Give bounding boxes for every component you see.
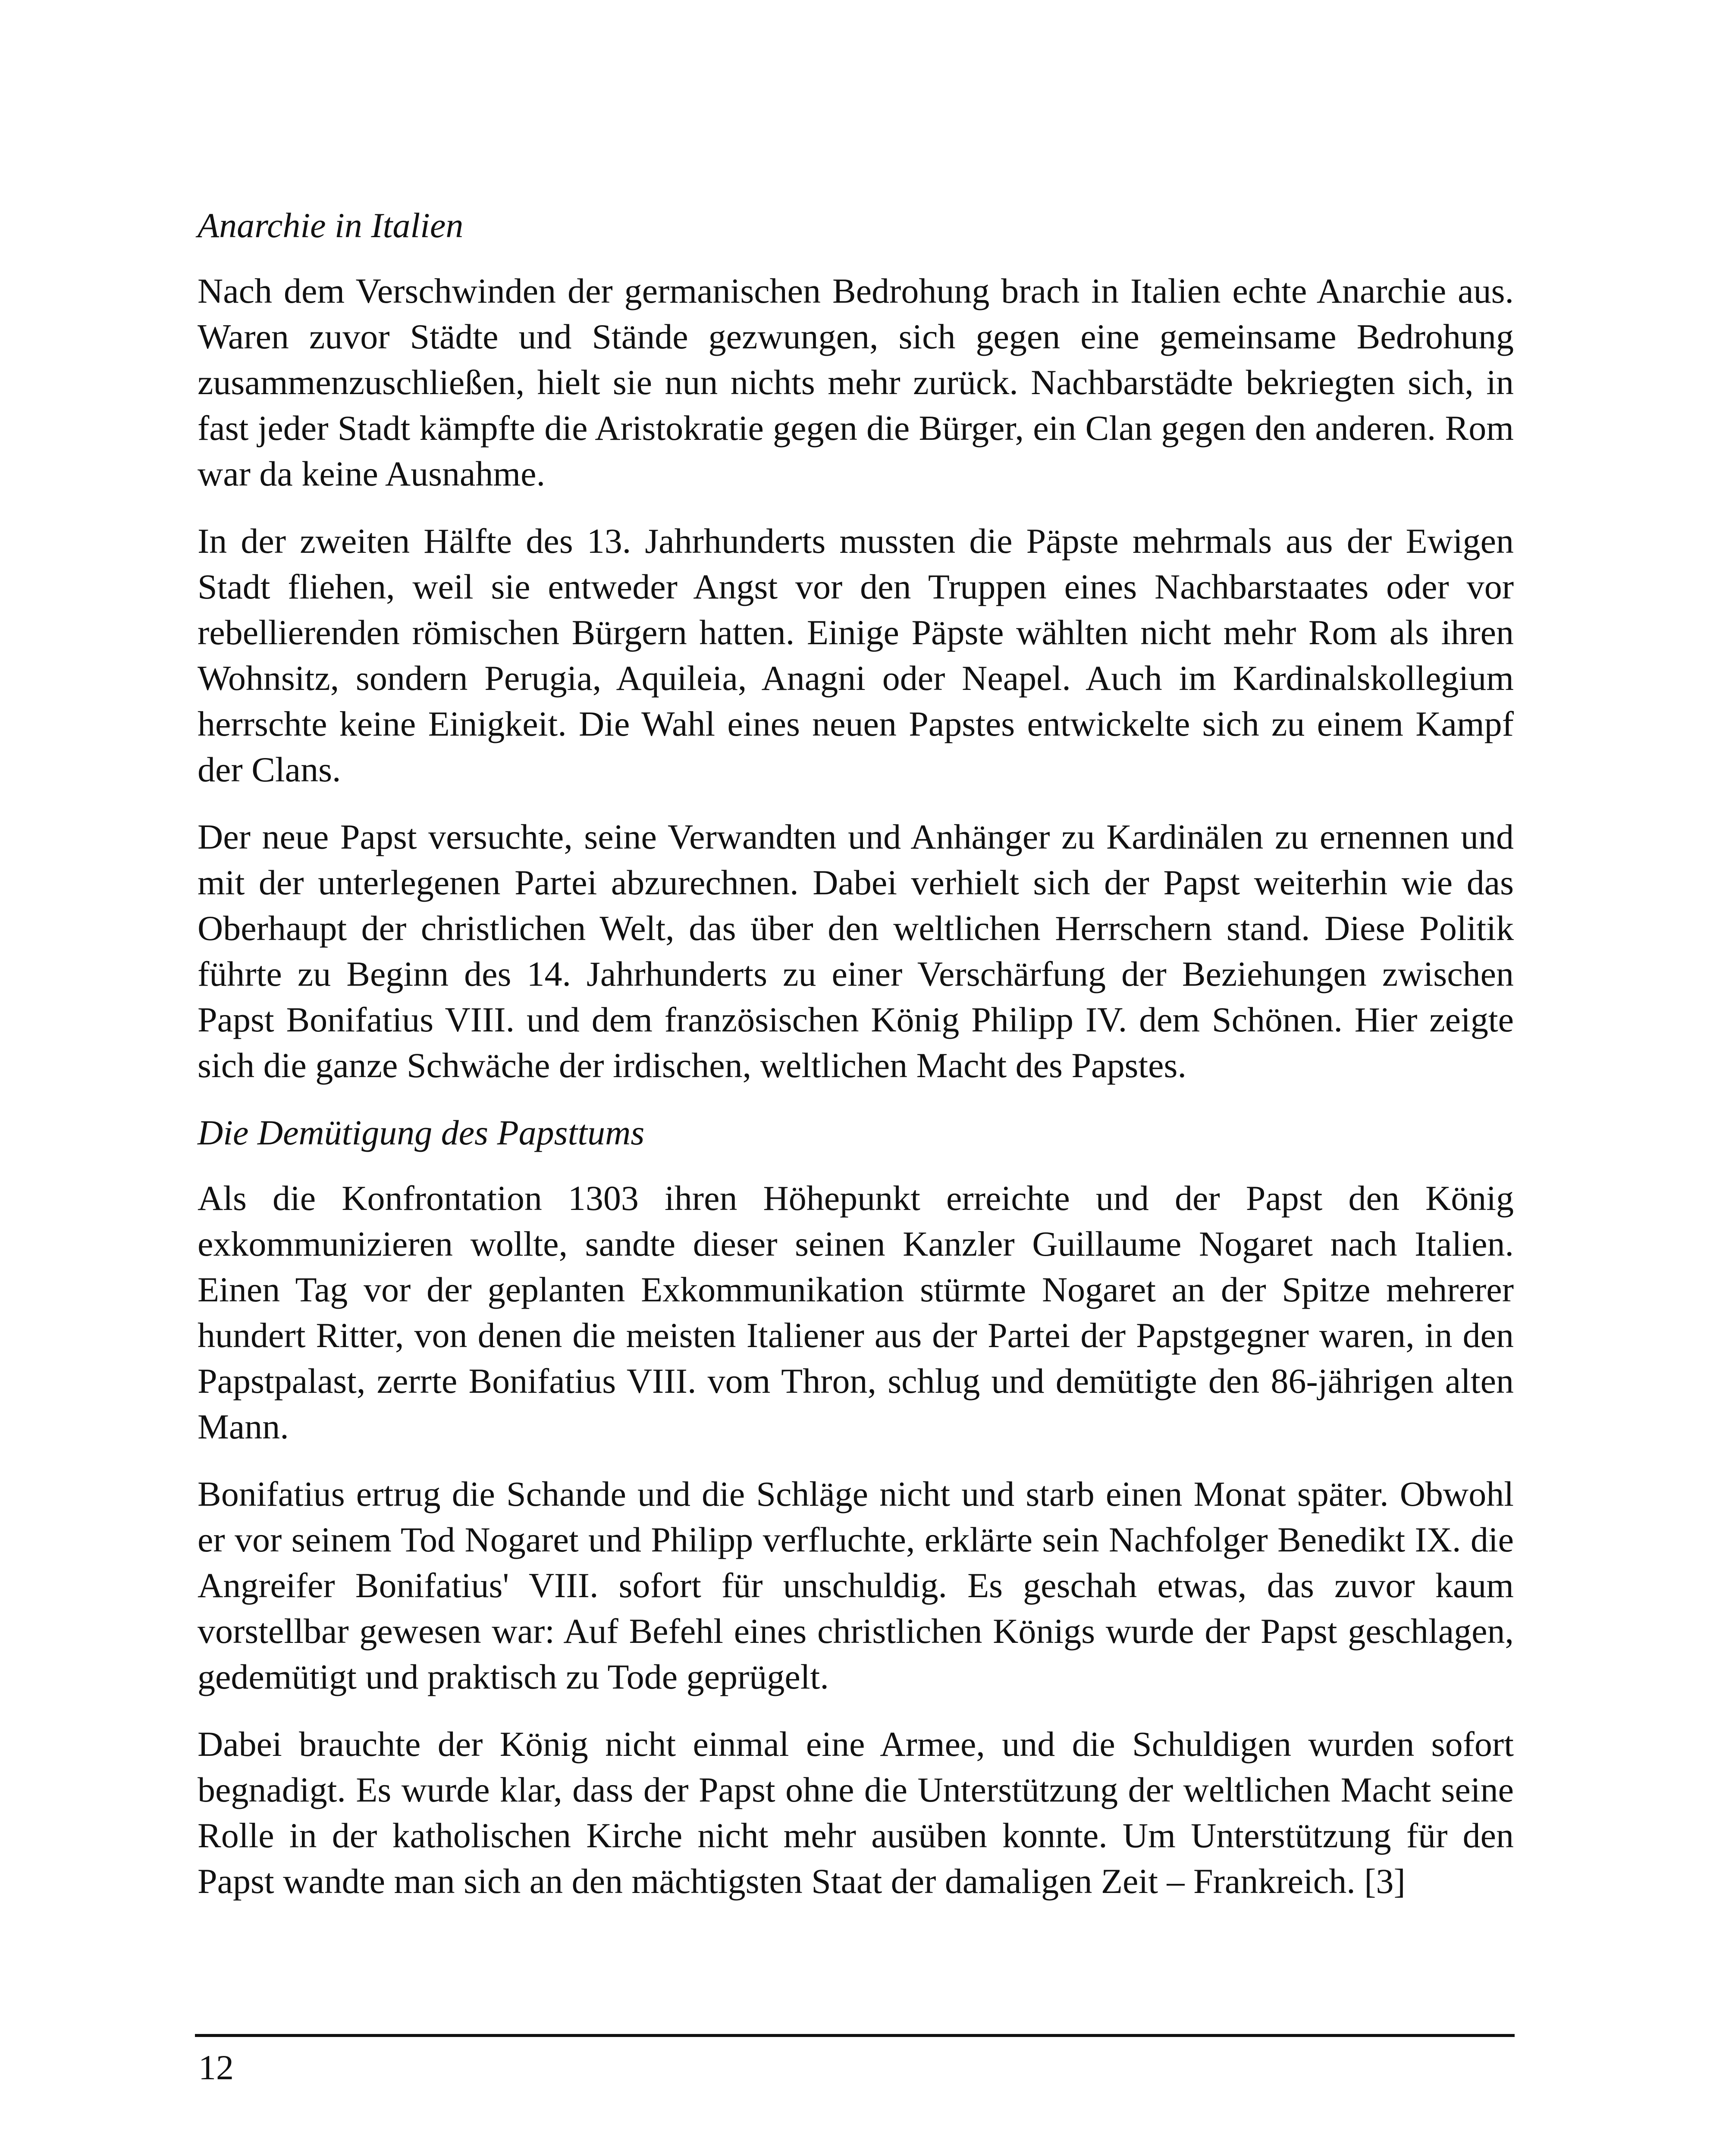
page-body <box>198 203 1514 1904</box>
section-heading-demuetigung: Die Demütigung des Papsttums <box>198 1113 645 1152</box>
paragraph: Als die Konfrontation 1303 ihren Höhepunkt erreichte und der Papst den König exkommunizieren wollte, sandte dieser seinen Kanzler Guillaume Nogaret nach Italien. Einen Tag vor der geplanten Exkommunikation stürmte Nogaret an der Spitze mehrerer hundert Ritter, von denen die meisten Italiener aus der Partei der Papstgegner waren, in den Papstpalast, zerrte Bonifatius VIII. vom Thron, schlug und demütigte den 86-jährigen alten Mann. <box>198 1178 1514 1446</box>
paragraph: Nach dem Verschwinden der germanischen Bedrohung brach in Italien echte Anarchie aus. Waren zuvor Städte und Stände gezwungen, sich gegen eine gemeinsame Bedrohung zusammenzuschließen, hielt sie nun nichts mehr zurück. Nachbarstädte bekriegten sich, in fast jeder Stadt kämpfte die Aristokratie gegen die Bürger, ein Clan gegen den anderen. Rom war da keine Ausnahme. <box>198 271 1514 493</box>
section-heading-anarchie: Anarchie in Italien <box>198 206 464 245</box>
paragraph: Bonifatius ertrug die Schande und die Schläge nicht und starb einen Monat später. Obwohl er vor seinem Tod Nogaret und Philipp verfluchte, erklärte sein Nachfolger Benedikt IX. die Angreifer Bonifatius' VIII. sofort für unschuldig. Es geschah etwas, das zuvor kaum vorstellbar gewesen war: Auf Befehl eines christlichen Königs wurde der Papst geschlagen, gedemütigt und praktisch zu Tode geprügelt. <box>198 1474 1514 1696</box>
paragraph: Der neue Papst versuchte, seine Verwandten und Anhänger zu Kardinälen zu ernennen und mit der unterlegenen Partei abzurechnen. Dabei verhielt sich der Papst weiterhin wie das Oberhaupt der christlichen Welt, das über den weltlichen Herrschern stand. Diese Politik führte zu Beginn des 14. Jahrhunderts zu einer Verschärfung der Beziehungen zwischen Papst Bonifatius VIII. und dem französischen König Philipp IV. dem Schönen. Hier zeigte sich die ganze Schwäche der irdischen, weltlichen Macht des Papstes. <box>198 817 1514 1085</box>
paragraph: Dabei brauchte der König nicht einmal eine Armee, und die Schuldigen wurden sofort begnadigt. Es wurde klar, dass der Papst ohne die Unterstützung der weltlichen Macht seine Rolle in der katholischen Kirche nicht mehr ausüben konnte. Um Unterstützung für den Papst wandte man sich an den mächtigsten Staat der damaligen Zeit – Frankreich. [3] <box>198 1724 1514 1901</box>
page-number: 12 <box>198 2048 234 2087</box>
paragraph: In der zweiten Hälfte des 13. Jahrhunderts mussten die Päpste mehrmals aus der Ewigen Stadt fliehen, weil sie entweder Angst vor den Truppen eines Nachbarstaates oder vor rebellierenden römischen Bürgern hatten. Einige Päpste wählten nicht mehr Rom als ihren Wohnsitz, sondern Perugia, Aquileia, Anagni oder Neapel. Auch im Kardinalskollegium herrschte keine Einigkeit. Die Wahl eines neuen Papstes entwickelte sich zu einem Kampf der Clans. <box>198 521 1514 789</box>
footer-rule <box>195 2034 1515 2037</box>
